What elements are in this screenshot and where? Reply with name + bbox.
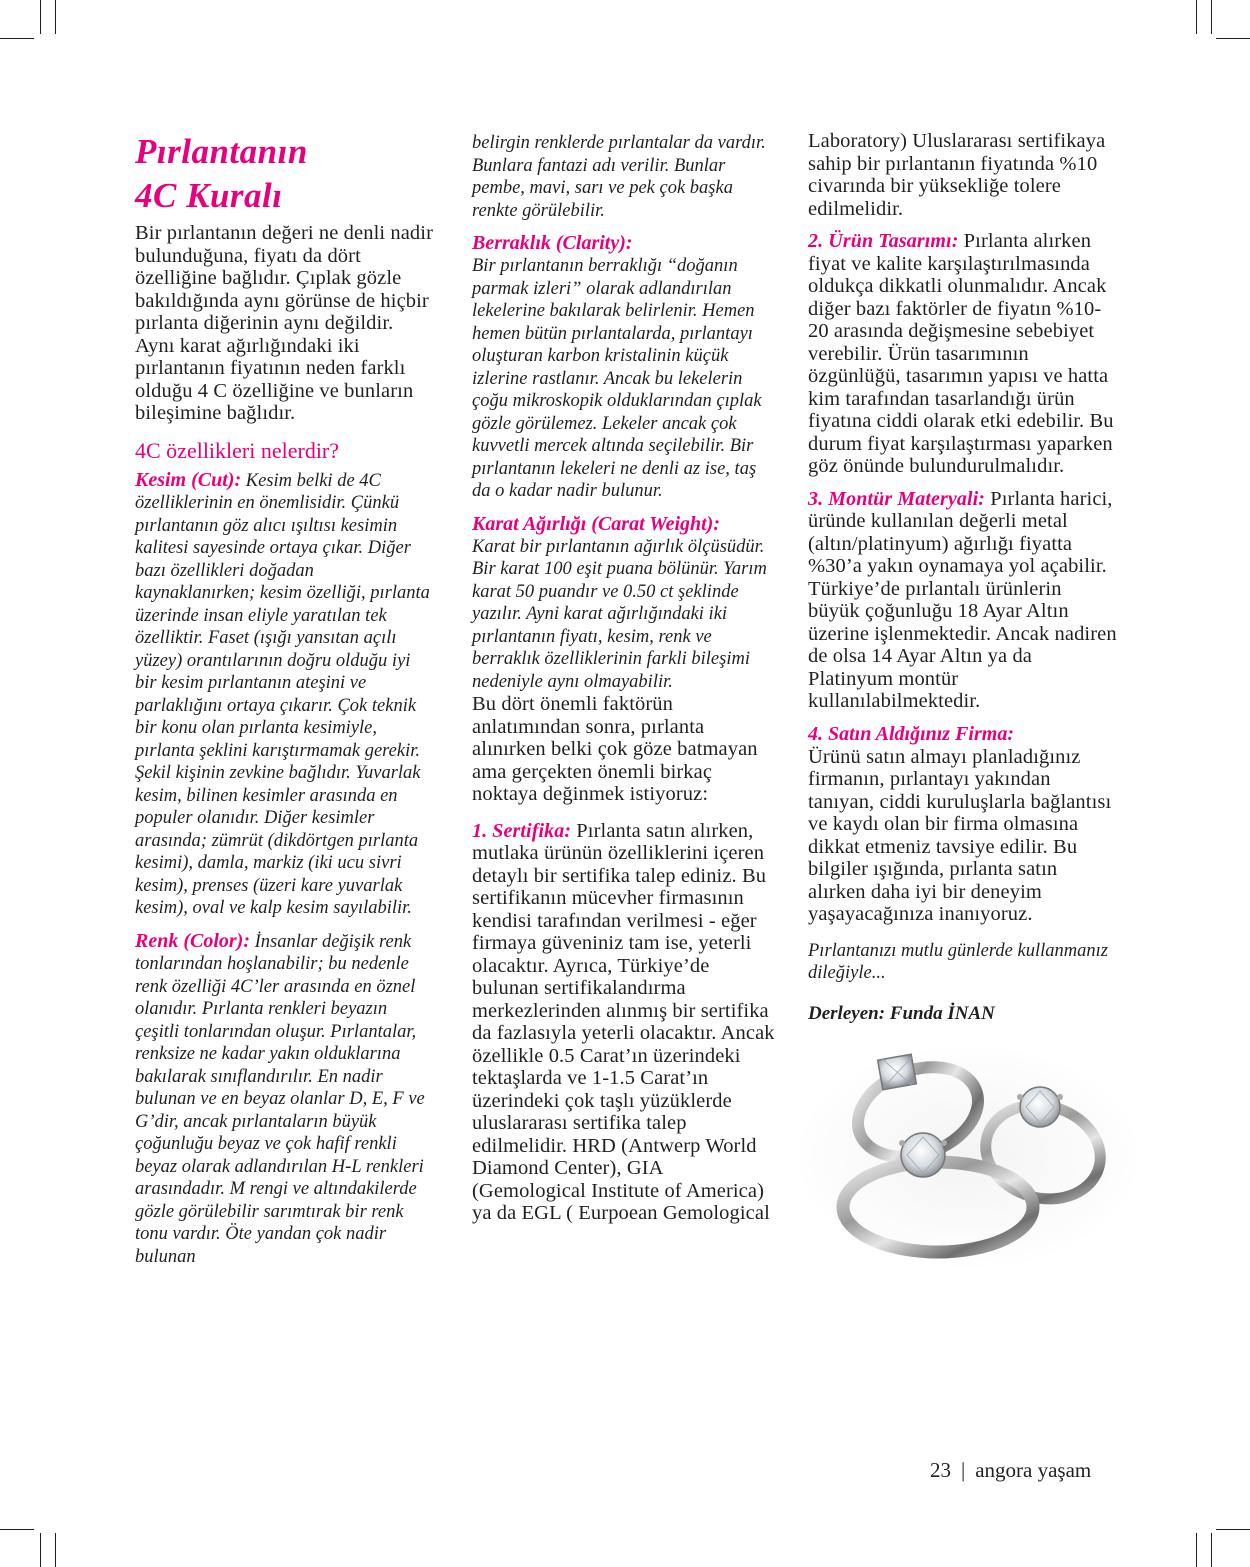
carat-heading: Karat Ağırlığı (Carat Weight):	[472, 512, 720, 535]
page-footer	[930, 1458, 1091, 1483]
title-line-2: 4C Kuralı	[135, 176, 283, 215]
crop-mark	[40, 1533, 41, 1567]
crop-mark	[40, 0, 41, 34]
crop-mark	[1216, 38, 1250, 39]
page-number: 23	[930, 1458, 951, 1482]
intro-paragraph: Bir pırlantanın değeri ne denli nadir bulunduğuna, fiyatı da dört özelliğine bağlıdır. Çıplak gözle bakıldığında aynı görünse de hiçbir pırlanta diğerinin aynı değildir. Aynı karat ağırlığındaki iki pırlantanın fiyatının neden farklı olduğu 4 C özelliğine ve bunların bileşimine bağlıdır.	[135, 222, 434, 424]
closing-text: Pırlantanızı mutlu günlerde kullanmanız dileğiyle...	[808, 940, 1108, 983]
cut-text: Kesim belki de 4C özelliklerinin en önemlisidir. Çünkü pırlantanın göz alıcı ışıltısı kesimin kalitesi sayesinde ortaya çıkar. Diğer bazı özellikleri doğadan kaynaklanırken; kesim özelliği, pırlanta üzerinde insan eliyle yaratılan tek özelliktir. Faset (ışığı yansıtan açılı yüzey) orantılarının doğru olduğu iyi bir kesim pırlantanın ateşini ve parlaklığını ortaya çıkarır. Çok teknik bir konu olan pırlanta kesimiyle, pırlanta şeklini karıştırmamak gerekir. Şekil kişinin zevkine bağlıdır. Yuvarlak kesim, bilinen kesimler arasında en populer olanıdır. Diğer kesimler arasında; zümrüt (dikdörtgen pırlanta kesimi), damla, markiz (iki ucu sivri kesim), prenses (üzeri kare yuvarlak kesim), oval ve kalp kesim sayılabilir.	[135, 470, 430, 918]
design-heading: 2. Ürün Tasarımı:	[808, 230, 959, 252]
crop-mark	[55, 0, 56, 34]
footer-separator: |	[961, 1458, 966, 1482]
certificate-heading: 1. Sertifika:	[472, 819, 572, 842]
color-paragraph	[135, 930, 435, 1269]
crop-mark	[0, 1529, 34, 1530]
diamond-rings-image	[798, 1037, 1138, 1267]
cut-heading: Kesim (Cut):	[135, 468, 242, 491]
mount-heading: 3. Montür Materyali:	[808, 487, 986, 510]
author-credit: Derleyen: Funda İNAN	[808, 1002, 995, 1024]
title-line-1: Pırlantanın	[135, 132, 308, 171]
certificate-continued: Laboratory) Uluslararası sertifikaya sahip bir pırlantanın fiyatında %10 civarında bir yüksekliğe tolere edilmelidir.	[808, 130, 1106, 220]
color-text: İnsanlar değişik renk tonlarından hoşlanabilir; bu nedenle renk özelliği 4C’ler arasında en öznel olanıdır. Pırlanta renkleri beyazın çeşitli tonlarından oluşur. Pırlantalar, renksize ne kadar yakın olduklarına bakılarak sınıflandırılır. En nadir bulunan ve en beyaz olanlar D, E, F ve G’dir, ancak pırlantaların büyük çoğunluğu beyaz ve çok hafif renkli beyaz olarak adlandırılan H-L renkleri arasındadır. M rengi ve altındakilerde gözle görülebilir sarımtırak bir renk tonu vardır. Öte yandan çok nadir bulunan	[135, 931, 425, 1267]
crop-mark	[1211, 0, 1212, 34]
crop-mark	[1211, 1533, 1212, 1567]
crop-mark	[0, 38, 34, 39]
magazine-name: angora yaşam	[975, 1458, 1092, 1482]
clarity-text: Bir pırlantanın berraklığı “doğanın parmak izleri” olarak adlandırılan lekelerine bakılarak belirlenir. Hemen hemen bütün pırlantalarda, pırlantayı oluşturan karbon kristalinin küçük izlerine rastlanır. Ancak bu lekelerin çoğu mikroskopik olduklarından çıplak gözle görülemez. Lekeler ancak çok kuvvetli mercek altında seçilebilir. Bir pırlantanın lekeleri ne denli az ise, taş da o kadar nadir bulunur.	[472, 256, 762, 501]
firm-text: Ürünü satın almayı planladığınız firmanın, pırlantayı yakından tanıyan, ciddi kuruluşlarla bağlantısı ve kaydı olan bir firma olmasına dikkat etmeniz tavsiye edilir. Bu bilgiler ışığında, pırlanta satın alırken daha iyi bir deneyim yaşayacağınıza inanıyoruz.	[808, 745, 1112, 925]
four-factors-paragraph: Bu dört önemli faktörün anlatımından sonra, pırlanta alınırken belki çok göze batmayan ama gerçekten önemli birkaç noktaya değinmek istiyoruz:	[472, 693, 758, 805]
article-title	[135, 130, 435, 218]
clarity-heading: Berraklık (Clarity):	[472, 232, 633, 254]
subheading: 4C özellikleri nelerdir?	[135, 437, 340, 463]
column-1	[135, 130, 435, 1268]
crop-mark	[55, 1533, 56, 1567]
certificate-text: Pırlanta satın alırken, mutlaka ürünün özelliklerini içeren detaylı bir sertifika talep ediniz. Bu sertifikanın mücevher firmasının kendisi tarafından verilmesi - eğer firmaya güveniniz tam ise, yeterli olacaktır. Ayrıca, Türkiye’de bulunan sertifikalandırma merkezlerinden alınmış bir sertifika da fazlasıyla yeterli olacaktır. Ancak özellikle 0.5 Carat’ın üzerindeki tektaşlarda ve 1-1.5 Carat’ın üzerindeki çok taşlı yüzüklerde uluslararası sertifika talep edilmelidir. HRD (Antwerp World Diamond Center), GIA (Gemological Institute of America) ya da EGL ( Eurpoean Gemological	[472, 819, 775, 1224]
crop-mark	[1196, 0, 1197, 34]
firm-heading: 4. Satın Aldığınız Firma:	[808, 722, 1014, 745]
certificate-paragraph	[472, 820, 777, 1225]
color-heading: Renk (Color):	[135, 929, 250, 952]
cut-paragraph	[135, 469, 435, 920]
crop-mark	[1196, 1533, 1197, 1567]
carat-text: Karat bir pırlantanın ağırlık ölçüsüdür. Bir karat 100 eşit puana bölünür. Yarım karat 50 puandır ve 0.50 ct şeklinde yazılır. Ayni karat ağırlığındaki iki pırlantanın fiyatı, kesim, renk ve berraklık özelliklerinin farkli bileşimi nedeniyle aynı olmayabilir.	[472, 536, 767, 692]
mount-paragraph	[808, 488, 1118, 713]
design-paragraph	[808, 230, 1118, 478]
crop-mark	[1216, 1529, 1250, 1530]
mount-text: Pırlanta harici, üründe kullanılan değerli metal (altın/platinyum) ağırlığı fiyatta %30’a yakın oynamaya yol açabilir. Türkiye’de pırlantalı ürünlerin büyük çoğunluğu 18 Ayar Altın üzerine işlenmektedir. Ancak nadiren de olsa 14 Ayar Altın ya da Platinyum montür kullanılabilmektedir.	[808, 487, 1117, 712]
column-2	[472, 132, 777, 1225]
design-text: Pırlanta alırken fiyat ve kalite karşılaştırılmasında oldukça dikkatli olunmalıdır. Ancak diğer bazı faktörler de fiyatın %10-20 arasında değişmesine sebebiyet verebilir. Ürün tasarımının özgünlüğü, tasarımın yapısı ve hatta kim tarafından tasarlandığı ürün fiyatına ciddi olarak etki edebilir. Bu durum fiyat karşılaştırması yaparken göz önünde bulundurulmalıdır.	[808, 230, 1114, 477]
color-continued: belirgin renklerde pırlantalar da vardır. Bunlara fantazi adı verilir. Bunlar pembe, mavi, sarı ve pek çok başka renkte görülebilir.	[472, 133, 766, 221]
column-3	[808, 130, 1118, 1272]
